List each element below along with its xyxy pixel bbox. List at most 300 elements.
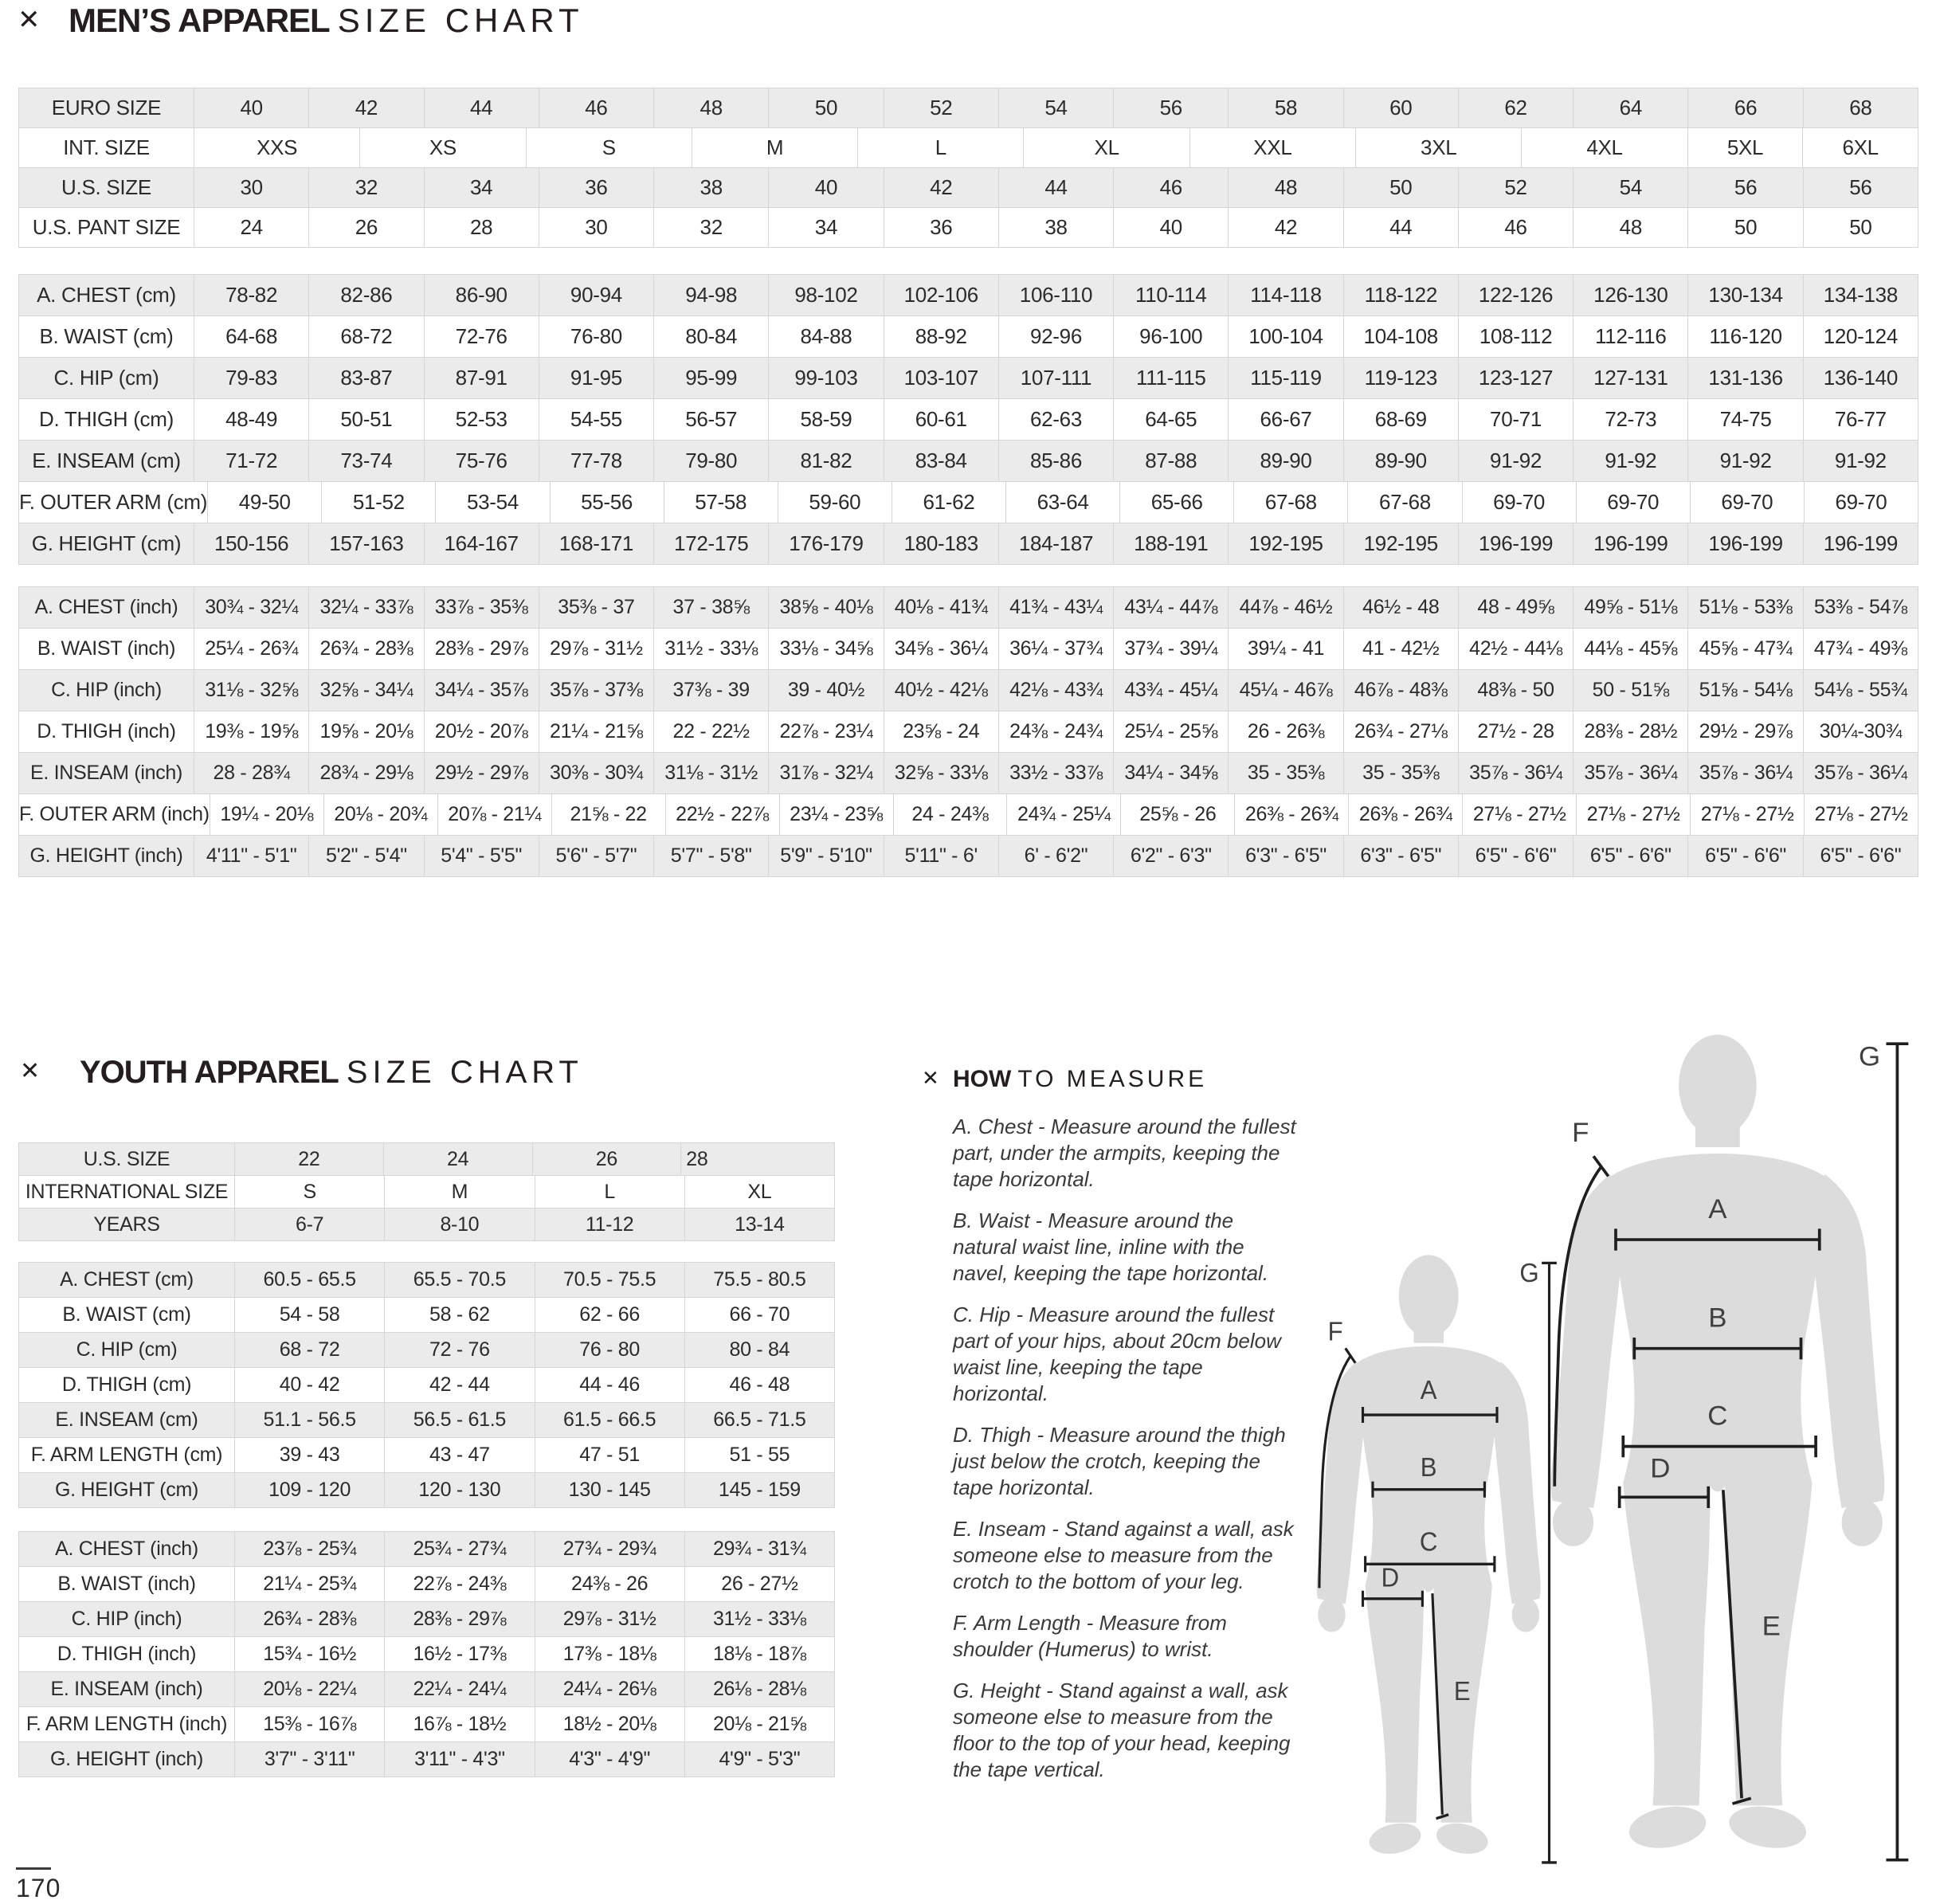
table-cell: 56.5 - 61.5 [385,1403,535,1438]
table-cell: 40 [1114,208,1229,248]
table-cell: 134-138 [1804,275,1918,316]
table-cell: 34⅝ - 36¼ [884,629,999,670]
table-cell: 54 - 58 [235,1298,385,1333]
table-cell: 39 - 43 [235,1438,385,1473]
table-cell: 5XL [1688,128,1804,168]
row-label: D. THIGH (inch) [19,1637,235,1672]
table-cell: 66.5 - 71.5 [685,1403,835,1438]
table-cell: 56 [1114,88,1229,128]
measure-instruction: C. Hip - Measure around the fullest part of your hips, about 20cm below waist line, keeping the tape horizontal. [953,1303,1281,1405]
table-cell: 20⅛ - 20¾ [324,794,438,836]
table-row [19,441,1918,482]
measure-instruction: B. Waist - Measure around the natural waist line, inline with the navel, keeping the tape horizontal. [953,1209,1269,1285]
table-cell: 110-114 [1114,275,1229,316]
table-cell: 34¼ - 35⅞ [425,670,539,711]
table-cell: 31⅛ - 31½ [654,753,769,794]
table-row [19,128,1918,168]
table-cell: 50-51 [309,399,424,441]
table-cell: 100-104 [1229,316,1343,358]
table-cell: 28⅜ - 29⅞ [425,629,539,670]
table-cell: 39 - 40½ [769,670,884,711]
table-cell: 51-52 [322,482,436,523]
table-cell: 40 - 42 [235,1368,385,1403]
table-cell: 30¼-30¾ [1804,711,1918,753]
table-cell: 26 [533,1143,682,1176]
table-cell: 82-86 [309,275,424,316]
page-number: 170 [16,1867,51,1903]
table-cell: 24¼ - 26⅛ [535,1672,685,1707]
table-cell: 26⅜ - 26¾ [1235,794,1349,836]
how-to-measure-title [953,1066,1207,1093]
table-cell: M [385,1176,535,1209]
table-cell: 38⅝ - 40⅛ [769,587,884,629]
table-cell: 90-94 [539,275,654,316]
table-cell: 39¼ - 41 [1229,629,1343,670]
table-cell: 35⅞ - 36¼ [1804,753,1918,794]
table-cell: 27⅛ - 27½ [1805,794,1918,836]
table-cell: 55-56 [551,482,664,523]
table-cell: XL [1024,128,1189,168]
table-cell: 176-179 [769,523,884,565]
table-cell: 35 - 35⅜ [1344,753,1459,794]
height-measure-line [1886,1044,1908,1859]
table-cell: 26 - 27½ [685,1567,835,1602]
table-cell: 91-92 [1459,441,1573,482]
table-cell: 18½ - 20⅛ [535,1707,685,1742]
table-cell: 23⅝ - 24 [884,711,999,753]
table-cell: 70.5 - 75.5 [535,1263,685,1298]
table-cell: 37⅜ - 39 [654,670,769,711]
table-cell: 26¾ - 28⅜ [235,1602,385,1637]
table-cell: L [535,1176,685,1209]
table-cell: 25¼ - 25⅝ [1114,711,1229,753]
table-cell: 118-122 [1344,275,1459,316]
row-label: A. CHEST (cm) [19,1263,235,1298]
table-cell: 80 - 84 [685,1333,835,1368]
table-cell: 54 [1573,168,1688,208]
table-cell: 25⅝ - 26 [1121,794,1235,836]
table-cell: 51⅛ - 53⅜ [1688,587,1803,629]
table-cell: 28⅜ - 28½ [1573,711,1688,753]
figure-label-chest: A [1708,1194,1727,1224]
table-cell: 91-92 [1573,441,1688,482]
table-cell: 67-68 [1348,482,1462,523]
table-cell: 32 [309,168,424,208]
table-cell: 78-82 [194,275,309,316]
table-cell: 30¾ - 32¼ [194,587,309,629]
measure-instruction: E. Inseam - Stand against a wall, ask someone else to measure from the crotch to the bottom of your leg. [953,1517,1294,1593]
table-cell: 127-131 [1573,358,1688,399]
row-label: YEARS [19,1209,235,1241]
table-cell: 48 - 49⅝ [1459,587,1573,629]
table-cell: 44⅞ - 46½ [1229,587,1343,629]
table-cell: 41 - 42½ [1344,629,1459,670]
table-cell: 48 [1573,208,1688,248]
table-cell: 50 [1688,208,1803,248]
table-cell: 115-119 [1229,358,1343,399]
table-cell: 88-92 [884,316,999,358]
table-cell: 3'11" - 4'3" [385,1742,535,1777]
table-cell: 24 - 24⅜ [894,794,1008,836]
table-row [19,168,1918,208]
table-cell: 6'5" - 6'6" [1804,836,1918,877]
table-cell: 60 [1344,88,1459,128]
table-row [19,482,1918,523]
table-cell: 76-80 [539,316,654,358]
table-cell: 102-106 [884,275,999,316]
table-cell: 35⅜ - 37 [539,587,654,629]
table-cell: 5'9" - 5'10" [769,836,884,877]
table-cell: 6'5" - 6'6" [1459,836,1573,877]
table-cell: 41¾ - 43¼ [999,587,1114,629]
table-cell: 4'3" - 4'9" [535,1742,685,1777]
table-cell: 69-70 [1805,482,1918,523]
table-cell: 87-88 [1114,441,1229,482]
table-cell: 26 - 26⅜ [1229,711,1343,753]
table-cell: 80-84 [654,316,769,358]
table-cell: 107-111 [999,358,1114,399]
table-cell: 38 [654,168,769,208]
row-label: E. INSEAM (cm) [19,1403,235,1438]
table-cell: 36 [539,168,654,208]
table-cell: 22½ - 22⅞ [666,794,780,836]
table-cell: 91-92 [1804,441,1918,482]
table-cell: 42½ - 44⅛ [1459,629,1573,670]
table-row [19,1403,835,1438]
table-cell: 85-86 [999,441,1114,482]
row-label: D. THIGH (cm) [19,1368,235,1403]
row-label: C. HIP (inch) [19,670,194,711]
table-row [19,88,1918,128]
table-cell: 31⅛ - 32⅝ [194,670,309,711]
table-cell: 44⅛ - 45⅝ [1573,629,1688,670]
table-cell: 42 [309,88,424,128]
table-cell: 43 - 47 [385,1438,535,1473]
table-cell: 3XL [1356,128,1522,168]
table-row [19,1176,835,1209]
table-cell: 42 - 44 [385,1368,535,1403]
figure-label-waist: B [1420,1452,1437,1483]
table-cell: 180-183 [884,523,999,565]
table-cell: 59-60 [778,482,892,523]
table-cell: 58 [1229,88,1343,128]
table-cell: 5'7" - 5'8" [654,836,769,877]
table-cell: 91-92 [1688,441,1803,482]
section-cross-icon: ✕ [20,1058,41,1084]
table-cell: 51.1 - 56.5 [235,1403,385,1438]
table-cell: 68 - 72 [235,1333,385,1368]
table-cell: 64-68 [194,316,309,358]
table-cell: 22 [235,1143,384,1176]
row-label: A. CHEST (cm) [19,275,194,316]
table-cell: 34 [769,208,884,248]
table-cell: 22⅞ - 24⅜ [385,1567,535,1602]
table-cell: 31⅞ - 32¼ [769,753,884,794]
table-cell: 21⅝ - 22 [552,794,666,836]
table-cell: 27½ - 28 [1459,711,1573,753]
table-cell: 6'5" - 6'6" [1688,836,1803,877]
table-cell: 50 [1344,168,1459,208]
table-cell: 5'4" - 5'5" [425,836,539,877]
table-cell: 48⅜ - 50 [1459,670,1573,711]
table-cell: 26¾ - 27⅛ [1344,711,1459,753]
table-cell: 40½ - 42⅛ [884,670,999,711]
table-cell: 44 [999,168,1114,208]
table-cell: 65-66 [1120,482,1234,523]
table-cell: 71-72 [194,441,309,482]
table-cell: 131-136 [1688,358,1803,399]
youth-title-bold: YOUTH APPAREL [80,1055,339,1090]
table-cell: 27⅛ - 27½ [1577,794,1691,836]
row-label: F. ARM LENGTH (inch) [19,1707,235,1742]
table-cell: 50 [769,88,884,128]
table-cell: 108-112 [1459,316,1573,358]
row-label: G. HEIGHT (inch) [19,836,194,877]
table-cell: 68-69 [1344,399,1459,441]
table-cell: 50 - 51⅝ [1573,670,1688,711]
table-cell: 24⅜ - 24¾ [999,711,1114,753]
table-cell: 22¼ - 24¼ [385,1672,535,1707]
table-cell: 29½ - 29⅞ [1688,711,1803,753]
row-label: B. WAIST (inch) [19,1567,235,1602]
table-cell: 98-102 [769,275,884,316]
table-cell: 30 [194,168,309,208]
table-cell: 33⅞ - 35⅜ [425,587,539,629]
table-cell: 75-76 [425,441,539,482]
table-cell: 50 [1804,208,1918,248]
table-cell: 15¾ - 16½ [235,1637,385,1672]
table-cell: 89-90 [1229,441,1343,482]
table-cell: 106-110 [999,275,1114,316]
table-row [19,711,1918,753]
table-cell: 112-116 [1573,316,1688,358]
table-row [19,1143,835,1176]
table-cell: 72-76 [425,316,539,358]
table-cell: 46½ - 48 [1344,587,1459,629]
table-row [19,1209,835,1241]
row-label: B. WAIST (cm) [19,316,194,358]
table-row [19,1707,835,1742]
table-cell: 17⅜ - 18⅛ [535,1637,685,1672]
row-label: E. INSEAM (inch) [19,1672,235,1707]
table-cell: 114-118 [1229,275,1343,316]
table-cell: 22 - 22½ [654,711,769,753]
table-cell: 29⅞ - 31½ [539,629,654,670]
table-cell: XXL [1190,128,1356,168]
table-cell: 51⅝ - 54⅛ [1688,670,1803,711]
table-cell: 70-71 [1459,399,1573,441]
table-cell: 37¾ - 39¼ [1114,629,1229,670]
table-row [19,316,1918,358]
table-cell: 42 [1229,208,1343,248]
table-cell: 61-62 [892,482,1006,523]
table-cell: 91-95 [539,358,654,399]
row-label: D. THIGH (cm) [19,399,194,441]
figure-label-chest: A [1420,1374,1437,1405]
table-cell: 6XL [1803,128,1918,168]
table-cell: 35 - 35⅜ [1229,753,1343,794]
table-cell: 5'2" - 5'4" [309,836,424,877]
table-cell: 81-82 [769,441,884,482]
mens-title-bold: MEN’S APPAREL [69,2,330,39]
measure-instruction: D. Thigh - Measure around the thigh just below the crotch, keeping the tape horizontal. [953,1423,1286,1499]
table-cell: 136-140 [1804,358,1918,399]
table-cell: 6'2" - 6'3" [1114,836,1229,877]
table-cell: 35⅞ - 37⅜ [539,670,654,711]
table-cell: 43¾ - 45¼ [1114,670,1229,711]
figure-label-height: G [1858,1041,1881,1072]
table-cell: 5'6" - 5'7" [539,836,654,877]
table-cell: 8-10 [385,1209,535,1241]
row-label: U.S. SIZE [19,168,194,208]
table-cell: 64-65 [1114,399,1229,441]
table-cell: 33½ - 33⅞ [999,753,1114,794]
table-cell: 84-88 [769,316,884,358]
table-cell: 34¼ - 34⅝ [1114,753,1229,794]
row-label: F. ARM LENGTH (cm) [19,1438,235,1473]
table-cell: XXS [194,128,360,168]
table-cell: 192-195 [1229,523,1343,565]
table-cell: 47¾ - 49⅜ [1804,629,1918,670]
table-cell: 92-96 [999,316,1114,358]
table-cell: 123-127 [1459,358,1573,399]
table-cell: 6-7 [235,1209,385,1241]
table-cell: 58 - 62 [385,1298,535,1333]
table-cell: 76-77 [1804,399,1918,441]
table-cell: 23⅞ - 25¾ [235,1532,385,1567]
table-cell: 103-107 [884,358,999,399]
table-cell: 13-14 [685,1209,835,1241]
row-label: INT. SIZE [19,128,194,168]
table-row [19,587,1918,629]
table-cell: 150-156 [194,523,309,565]
table-cell: 16⅞ - 18½ [385,1707,535,1742]
table-cell: 23¼ - 23⅝ [780,794,894,836]
table-cell: 21¼ - 21⅝ [539,711,654,753]
table-cell: 40⅛ - 41¾ [884,587,999,629]
figure-label-hip: C [1419,1526,1438,1557]
table-cell: 67-68 [1234,482,1348,523]
table-cell: 11-12 [535,1209,685,1241]
row-label: F. OUTER ARM (cm) [19,482,208,523]
table-cell: 42 [884,168,999,208]
table-cell: 27⅛ - 27½ [1691,794,1805,836]
youth-body-diagram [1311,1252,1559,1879]
table-cell: 32¼ - 33⅞ [309,587,424,629]
table-cell: 130 - 145 [535,1473,685,1508]
row-label: EURO SIZE [19,88,194,128]
table-cell: 18⅛ - 18⅞ [685,1637,835,1672]
table-cell: 32⅝ - 34¼ [309,670,424,711]
table-cell: L [858,128,1024,168]
mens-title-light: SIZE CHART [337,2,584,39]
table-cell: 6'3" - 6'5" [1229,836,1343,877]
table-cell: 24 [194,208,309,248]
table-cell: 20⅛ - 21⅝ [685,1707,835,1742]
table-row [19,1637,835,1672]
table-cell: 109 - 120 [235,1473,385,1508]
figure-label-hip: C [1707,1401,1728,1432]
table-cell: 73-74 [309,441,424,482]
table-cell: 172-175 [654,523,769,565]
table-cell: 35⅞ - 36¼ [1573,753,1688,794]
table-cell: 32⅝ - 33⅛ [884,753,999,794]
table-cell: 36¼ - 37¾ [999,629,1114,670]
table-cell: 26⅛ - 28⅛ [685,1672,835,1707]
table-row [19,1567,835,1602]
table-cell: 37 - 38⅝ [654,587,769,629]
table-cell: 66 - 70 [685,1298,835,1333]
table-cell: 74-75 [1688,399,1803,441]
table-cell: 22⅞ - 23¼ [769,711,884,753]
table-cell: 51 - 55 [685,1438,835,1473]
table-cell: 32 [654,208,769,248]
table-cell: 47 - 51 [535,1438,685,1473]
table-cell: 36 [884,208,999,248]
table-cell: 184-187 [999,523,1114,565]
figure-label-thigh: D [1650,1453,1671,1484]
table-cell: 53⅜ - 54⅞ [1804,587,1918,629]
table-cell: 25¼ - 26¾ [194,629,309,670]
table-cell: 66-67 [1229,399,1343,441]
youth-cm-table [18,1262,835,1508]
table-cell: 31½ - 33⅛ [654,629,769,670]
table-cell: 89-90 [1344,441,1459,482]
table-cell: 31½ - 33⅛ [685,1602,835,1637]
row-label: C. HIP (cm) [19,358,194,399]
mens-cm-table [18,274,1918,565]
adult-body-diagram [1542,1029,1912,1882]
table-cell: 65.5 - 70.5 [385,1263,535,1298]
table-cell: 48 [1229,168,1343,208]
table-cell: 28⅜ - 29⅞ [385,1602,535,1637]
youth-title-light: SIZE CHART [346,1055,583,1090]
table-cell: 40 [769,168,884,208]
table-cell: 122-126 [1459,275,1573,316]
table-cell: 42⅛ - 43¾ [999,670,1114,711]
table-cell: 192-195 [1344,523,1459,565]
table-cell: 86-90 [425,275,539,316]
table-cell: 62 [1459,88,1573,128]
table-cell: 40 [194,88,309,128]
table-cell: 72-73 [1573,399,1688,441]
table-cell: 24⅜ - 26 [535,1567,685,1602]
table-cell: 196-199 [1804,523,1918,565]
table-cell: XL [685,1176,835,1209]
table-row [19,1602,835,1637]
table-cell: 52-53 [425,399,539,441]
table-cell: 28 - 28¾ [194,753,309,794]
table-cell: 79-80 [654,441,769,482]
how-to-measure-paragraphs [953,1114,1302,1798]
table-row [19,794,1918,836]
figure-label-waist: B [1708,1303,1727,1334]
table-cell: 75.5 - 80.5 [685,1263,835,1298]
table-row [19,1532,835,1567]
table-cell: 66 [1688,88,1803,128]
table-cell: 99-103 [769,358,884,399]
table-row [19,1473,835,1508]
row-label: B. WAIST (cm) [19,1298,235,1333]
measure-instruction: A. Chest - Measure around the fullest part, under the armpits, keeping the tape horizontal. [953,1115,1296,1191]
row-label: E. INSEAM (inch) [19,753,194,794]
table-cell: 60-61 [884,399,999,441]
figure-label-inseam: E [1453,1675,1471,1706]
table-cell: 76 - 80 [535,1333,685,1368]
table-cell: 54⅛ - 55¾ [1804,670,1918,711]
table-cell: 188-191 [1114,523,1229,565]
table-cell: 19⅜ - 19⅝ [194,711,309,753]
